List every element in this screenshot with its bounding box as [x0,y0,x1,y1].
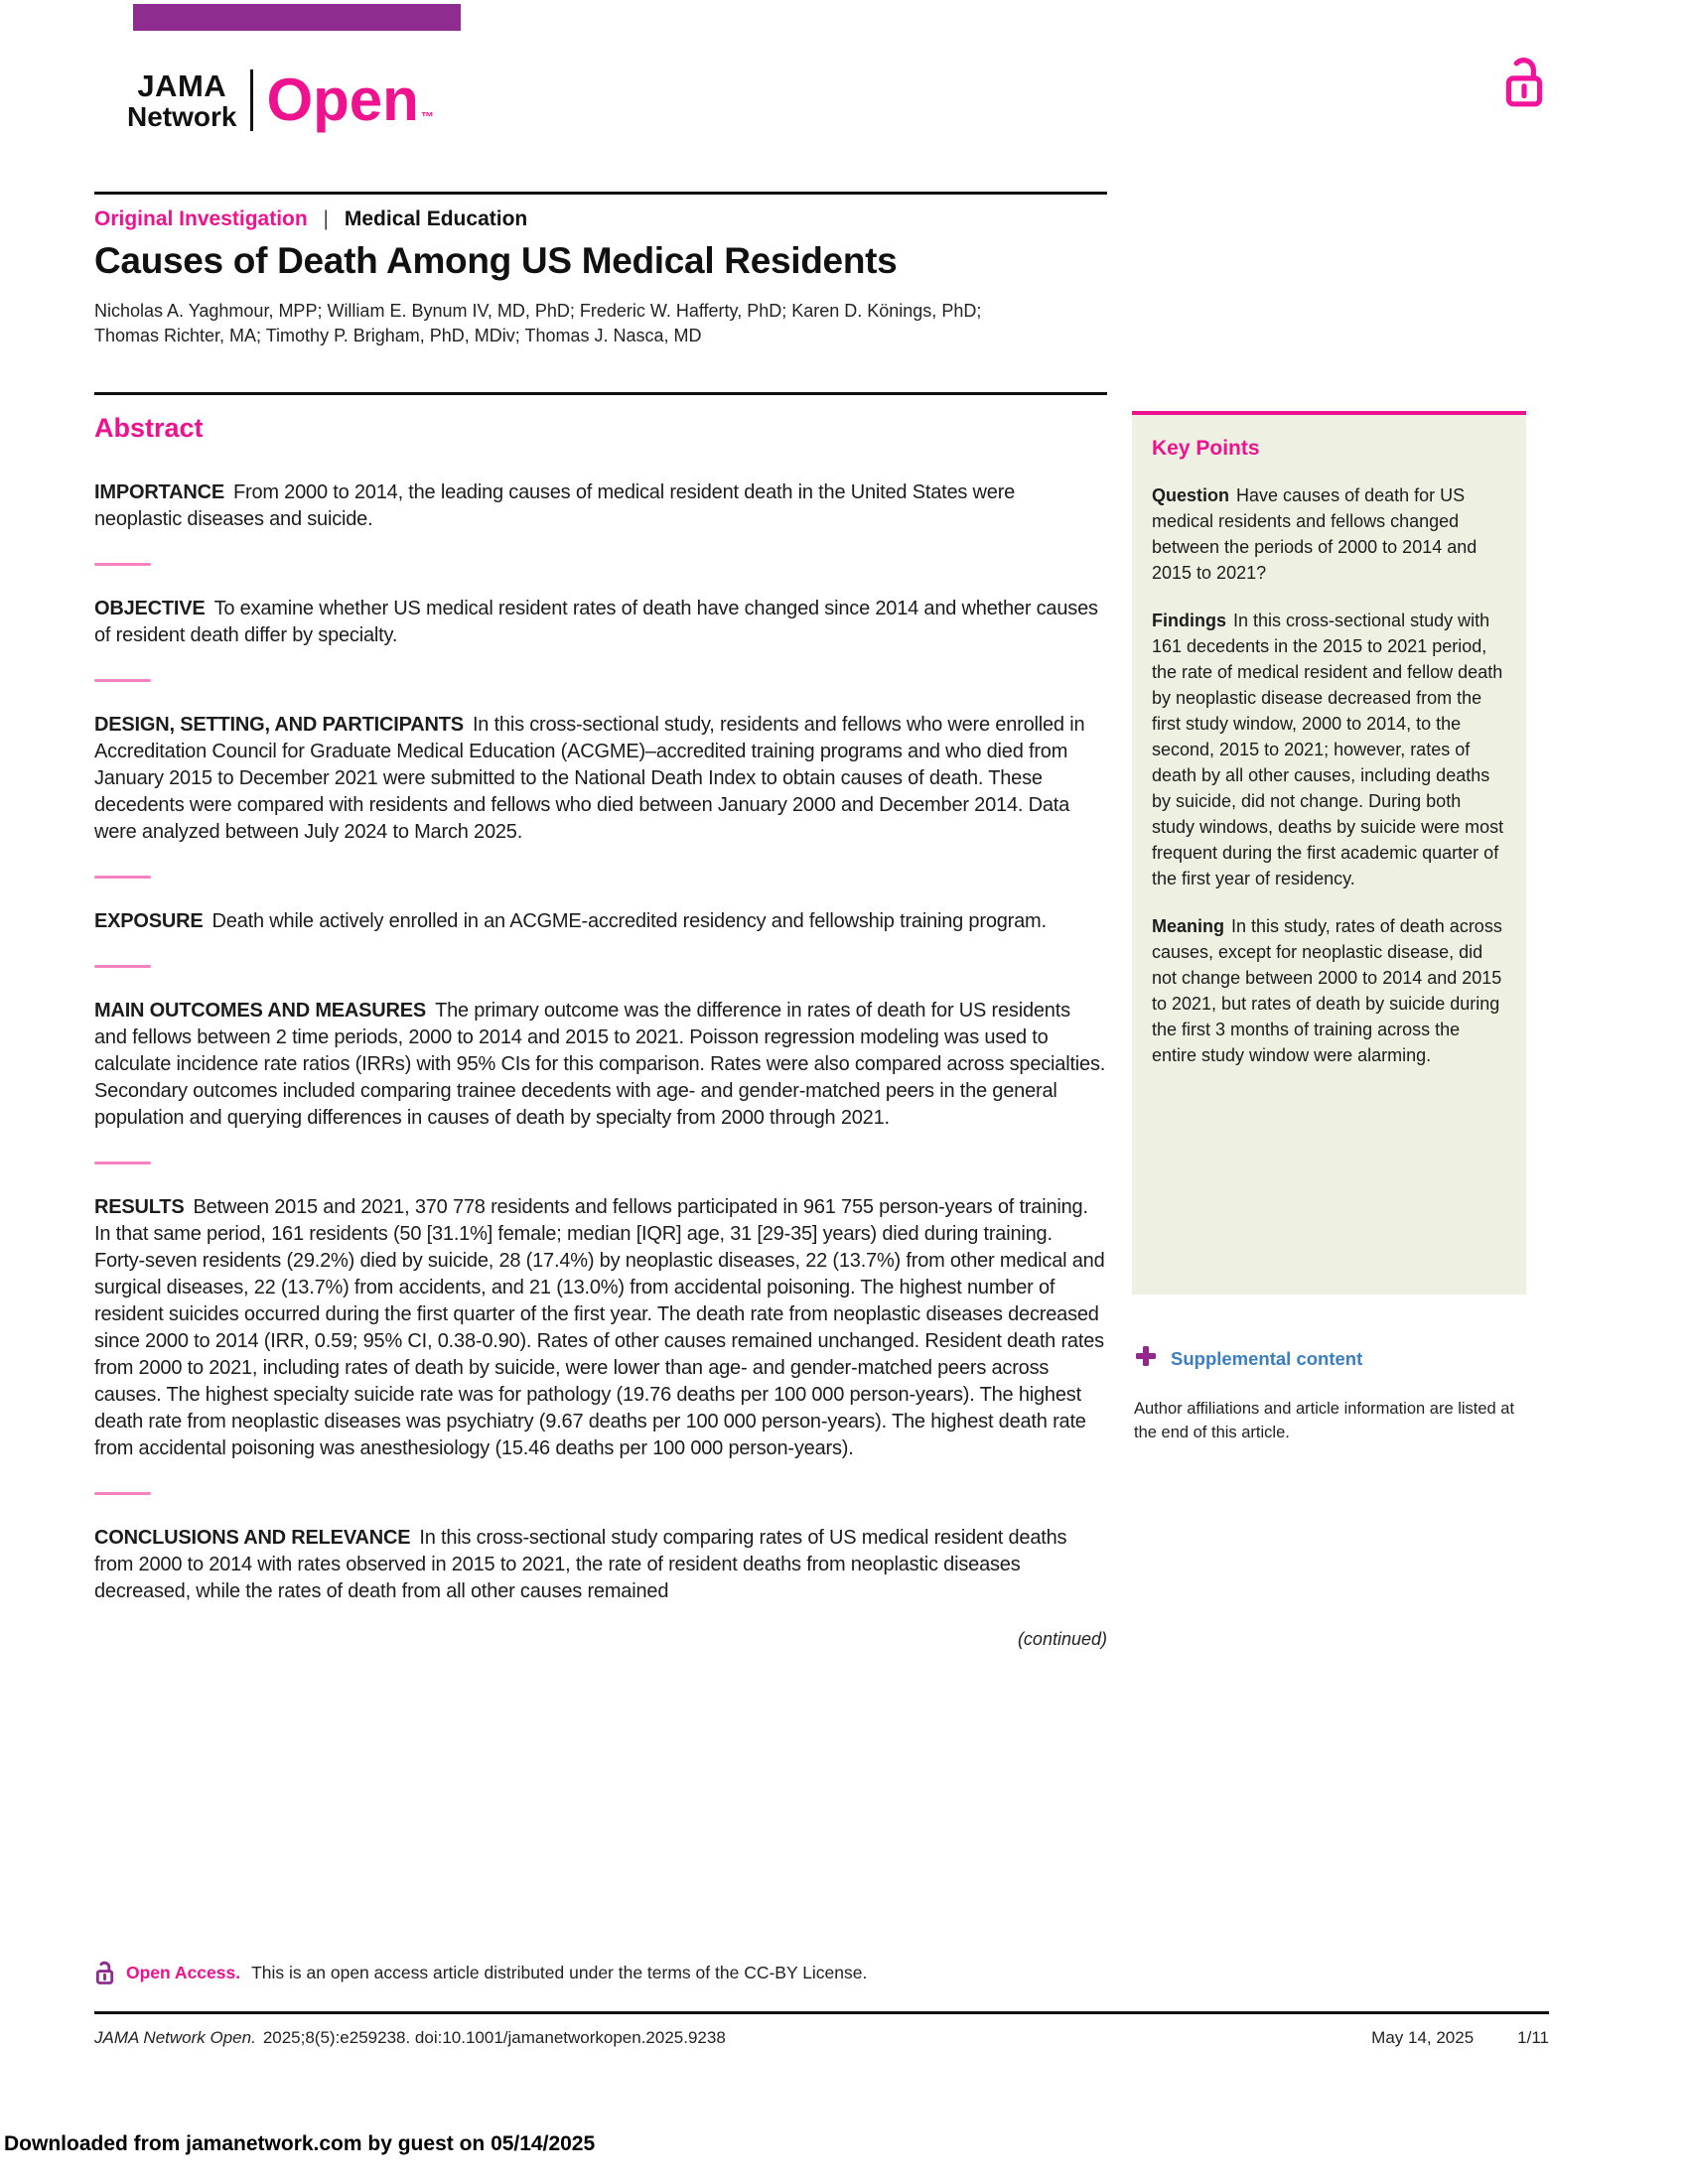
footer-rule [94,2011,1549,2014]
key-points-box [1132,411,1526,1295]
key-point-text: In this cross-sectional study with 161 decedents in the 2015 to 2021 period, the rate of medical resident and fellow death by neoplastic disease decreased from the first study window, 2000 to 2014, to the second, 2015 to 2021; however, rates of death by all other causes, including deaths by suicide, did not change. During both study windows, deaths by suicide were most frequent during the first academic quarter of the first year of residency. [1152,611,1504,888]
abstract-section-outcomes [94,998,1107,1132]
logo-network-text: Network [127,100,237,132]
section-text: To examine whether US medical resident rates of death have changed since 2014 and whether causes of resident death differ by specialty. [94,597,1098,646]
author-byline [94,299,1107,348]
section-label: CONCLUSIONS AND RELEVANCE [94,1526,411,1549]
key-point-label: Meaning [1152,916,1225,936]
open-access-lock-icon-small [94,1960,115,1985]
key-point-question [1152,482,1506,586]
page-number: 1/11 [1517,2028,1549,2047]
key-point-meaning [1152,913,1506,1068]
section-text: In this cross-sectional study comparing rates of US medical resident deaths from 2000 to 2014 with rates observed in 2015 to 2021, the rate of resident deaths from neoplastic diseases decreased, while the rates of death from all other causes remained [94,1526,1067,1602]
section-text: Death while actively enrolled in an ACGME-accredited residency and fellowship training program. [211,909,1047,932]
article-category: Original Investigation [94,207,308,230]
abstract-section-results [94,1194,1107,1462]
section-divider [94,1161,151,1164]
trademark-symbol: ™ [420,109,434,124]
page-footer [94,2028,1549,2048]
section-label: OBJECTIVE [94,597,206,619]
open-access-statement [94,1960,1107,1985]
jama-network-wordmark [127,70,236,131]
article-section: Medical Education [344,207,528,230]
publication-date: May 14, 2025 [1371,2028,1475,2047]
section-label: IMPORTANCE [94,480,224,503]
section-divider [94,965,151,968]
article-title: Causes of Death Among US Medical Residents [94,240,898,281]
section-text: Between 2015 and 2021, 370 778 residents and fellows participated in 961 755 person-years of training. In that same period, 161 residents (50 [31.1%] female; median [IQR] age, 31 [29-35] years) died during training. Forty-seven residents (29.2%) died by suicide, 28 (17.4%) by neoplastic diseases, 22 (13.7%) from other medical and surgical diseases, 22 (13.7%) from accidents, and 21 (13.0%) from accidental poisoning. The highest number of resident suicides occurred during the first quarter of the first year. The death rate from neoplastic diseases decreased since 2000 to 2014 (IRR, 0.59; 95% CI, 0.38-0.90). Rates of other causes remained unchanged. Resident death rates from 2000 to 2021, including rates of death by suicide, were lower than age- and gender-matched peers across causes. The highest specialty suicide rate was for pathology (19.76 deaths per 100 000 person-years). The highest death rate from neoplastic diseases was psychiatry (9.67 deaths per 100 000 person-years). The highest death rate from accidental poisoning was anesthesiology (15.46 deaths per 100 000 person-years). [94,1195,1105,1459]
abstract-section-conclusions [94,1525,1107,1605]
continued-note: (continued) [1017,1628,1107,1649]
section-label: RESULTS [94,1195,185,1218]
article-kicker [94,207,1107,231]
open-access-lock-icon [1501,54,1547,109]
author-line-1: Nicholas A. Yaghmour, MPP; William E. Bynum IV, MD, PhD; Frederic W. Hafferty, PhD; Karen D. Könings, PhD; [94,300,982,321]
logo-open-text: Open ™ [266,67,434,133]
abstract-section-objective [94,596,1107,649]
section-label: EXPOSURE [94,909,204,932]
main-column [94,192,1107,1650]
abstract-heading: Abstract [94,412,204,443]
downloaded-note: Downloaded from jamanetwork.com by guest on 05/14/2025 [4,2132,596,2155]
key-point-findings [1152,608,1506,891]
section-divider [94,1492,151,1495]
key-point-text: In this study, rates of death across causes, except for neoplastic disease, did not change between 2000 to 2014 and 2015 to 2021, but rates of death by suicide during the first 3 months of training across the entire study window were alarming. [1152,916,1502,1065]
abstract-section-importance [94,479,1107,533]
section-text: In this cross-sectional study, residents and fellows who were enrolled in Accreditation Council for Graduate Medical Education (ACGME)–accredited training programs and who died from January 2015 to December 2021 were submitted to the National Death Index to obtain causes of death. These decedents were compared with residents and fellows who died between January 2000 and December 2014. Data were analyzed between July 2024 to March 2025. [94,713,1085,843]
section-label: DESIGN, SETTING, AND PARTICIPANTS [94,713,464,736]
footer-right-group [1371,2028,1549,2048]
journal-name: JAMA Network Open. [94,2028,256,2047]
supplemental-content-link[interactable]: Supplemental content [1171,1347,1363,1369]
open-access-text: This is an open access article distributed under the terms of the CC-BY License. [251,1962,868,1982]
key-point-text: Have causes of death for US medical residents and fellows changed between the periods of 2000 to 2014 and 2015 to 2021? [1152,485,1477,583]
top-rule [94,192,1107,195]
masthead-purple-bar [133,4,461,31]
plus-icon [1134,1344,1158,1373]
jama-network-open-logo [127,69,434,131]
abstract-section-exposure [94,908,1107,935]
affiliations-note: Author affiliations and article information are listed at the end of this article. [1134,1400,1515,1441]
section-label: MAIN OUTCOMES AND MEASURES [94,999,427,1022]
key-points-column [1132,411,1526,1444]
abstract-body [94,479,1107,1650]
key-points-heading: Key Points [1152,437,1260,460]
key-point-label: Findings [1152,611,1226,630]
section-divider [94,563,151,566]
abstract-rule [94,392,1107,395]
open-access-label: Open Access. [126,1962,241,1982]
logo-vertical-divider [250,69,253,131]
kicker-separator: | [323,207,330,230]
supplemental-content-row [1134,1344,1526,1373]
section-text: From 2000 to 2014, the leading causes of medical resident death in the United States were neoplastic diseases and suicide. [94,480,1016,530]
key-point-label: Question [1152,485,1230,505]
section-divider [94,679,151,682]
abstract-section-design [94,712,1107,846]
author-line-2: Thomas Richter, MA; Timothy P. Brigham, PhD, MDiv; Thomas J. Nasca, MD [94,325,702,345]
logo-jama-text: JAMA [137,68,227,103]
section-divider [94,876,151,879]
section-text: The primary outcome was the difference in rates of death for US residents and fellows between 2 time periods, 2000 to 2014 and 2015 to 2021. Poisson regression modeling was used to calculate incidence rate ratios (IRRs) with 95% CIs for this comparison. Rates were also compared across specialties. Secondary outcomes included comparing trainee decedents with age- and gender-matched peers in the general population and querying differences in causes of death by specialty from 2000 through 2021. [94,999,1106,1129]
citation-doi: 2025;8(5):e259238. doi:10.1001/jamanetworkopen.2025.9238 [262,2028,726,2047]
